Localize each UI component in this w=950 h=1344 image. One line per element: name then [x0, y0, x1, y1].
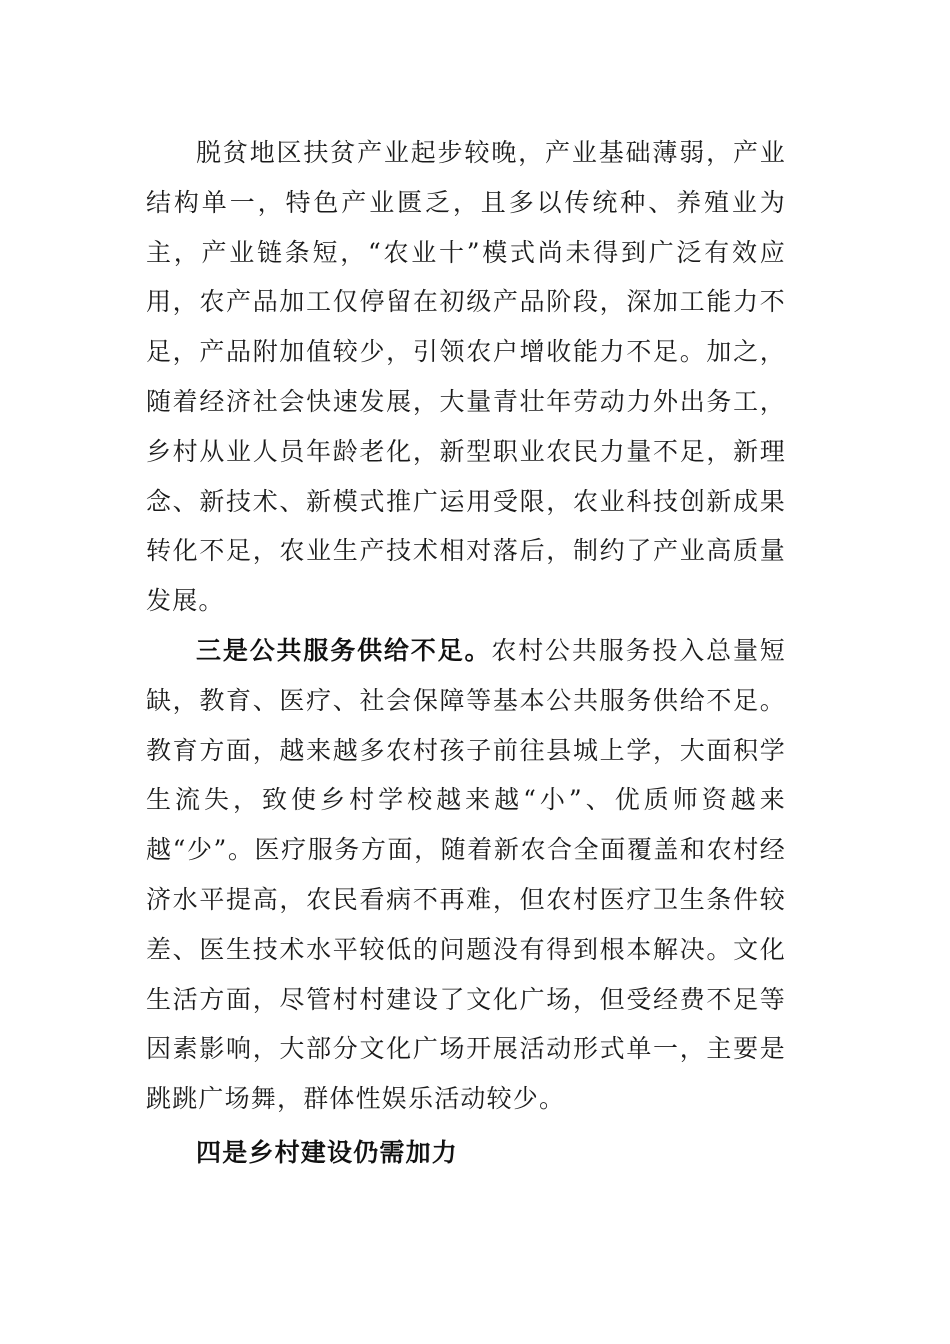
inline-heading-public-services: 三是公共服务供给不足。: [196, 635, 492, 665]
paragraph-public-services-body: 农村公共服务投入总量短缺，教育、医疗、社会保障等基本公共服务供给不足。教育方面，越来越多农村孩子前往县城上学，大面积学生流失，致使乡村学校越来越“小”、优质师资越来越“少”。医疗服务方面，随着新农合全面覆盖和农村经济水平提高，农民看病不再难，但农村医疗卫生条件较差、医生技术水平较低的问题没有得到根本解决。文化生活方面，尽管村村建设了文化广场，但受经费不足等因素影响，大部分文化广场开展活动形式单一，主要是跳跳广场舞，群体性娱乐活动较少。: [146, 635, 787, 1114]
document-body: [146, 128, 786, 1178]
paragraph-industry: 脱贫地区扶贫产业起步较晚，产业基础薄弱，产业结构单一，特色产业匮乏，且多以传统种、养殖业为主，产业链条短，“农业十”模式尚未得到广泛有效应用，农产品加工仅停留在初级产品阶段，深加工能力不足，产品附加值较少，引领农户增收能力不足。加之，随着经济社会快速发展，大量青壮年劳动力外出务工，乡村从业人员年龄老化，新型职业农民力量不足，新理念、新技术、新模式推广运用受限，农业科技创新成果转化不足，农业生产技术相对落后，制约了产业高质量发展。: [146, 138, 786, 616]
section-heading-rural-construction: 四是乡村建设仍需加力: [196, 1137, 459, 1167]
paragraph-public-services: [146, 626, 786, 1124]
